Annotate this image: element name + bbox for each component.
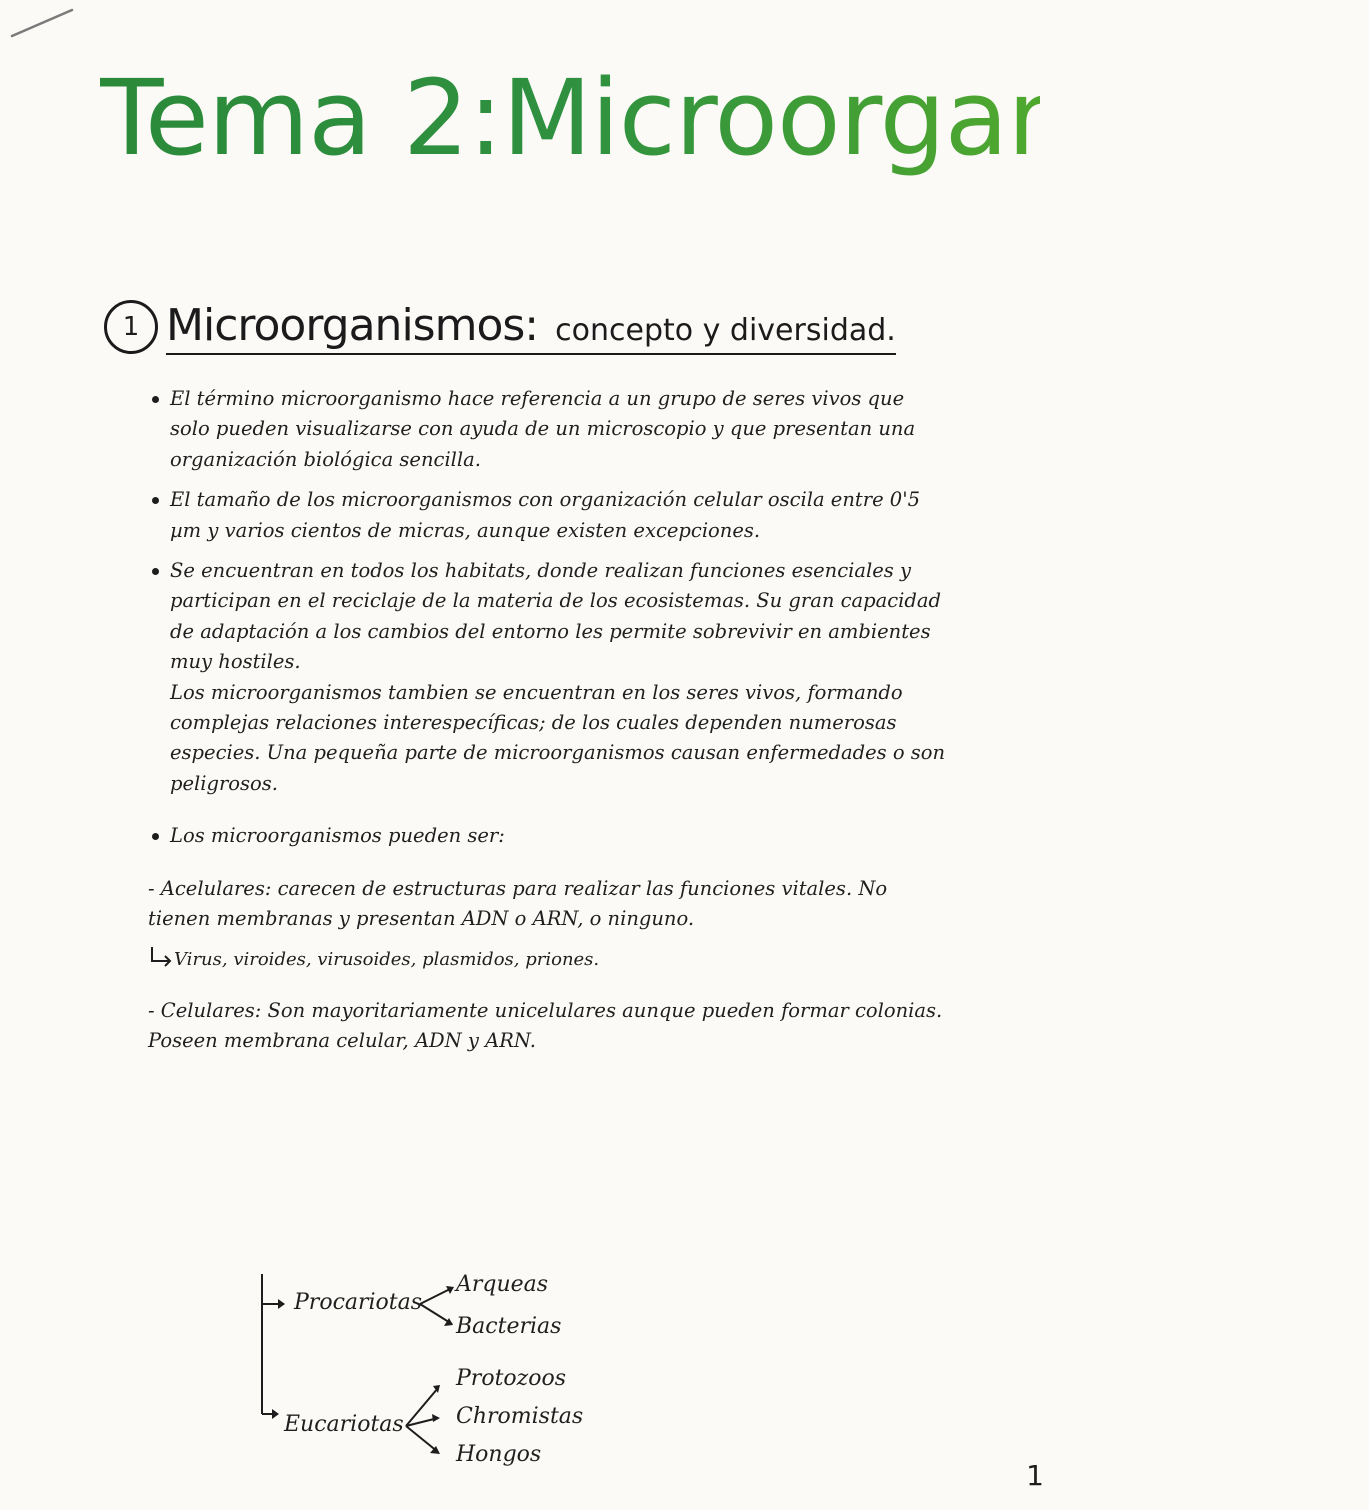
notes-body	[148, 384, 948, 1056]
bullet-definition	[148, 384, 948, 475]
bullet-dot	[152, 396, 159, 403]
section-heading	[104, 292, 896, 362]
section-title-main: Microorganismos:	[166, 299, 539, 351]
bullet-text: El tamaño de los microorganismos con organización celular oscila entre 0'5 µm y varios cientos de micras, aunque existen excepciones.	[170, 488, 920, 542]
tree-node-protozoos: Protozoos	[456, 1366, 567, 1391]
bullet-habitats	[148, 556, 948, 678]
type-celulares: - Celulares: Son mayoritariamente unicelulares aunque pueden formar colonias. Poseen membrana celular, ADN y ARN.	[148, 998, 943, 1052]
tree-node-eucariotas: Eucariotas	[284, 1412, 404, 1437]
tree-node-chromistas: Chromistas	[456, 1404, 584, 1429]
bullet-dot	[152, 497, 159, 504]
arrow-corner-icon	[148, 945, 174, 967]
type-acelulares: - Acelulares: carecen de estructuras para realizar las funciones vitales. No tienen membranas y presentan ADN o ARN, o ninguno.	[148, 876, 888, 931]
classification-tree	[248, 1264, 648, 1484]
tree-node-bacterias: Bacterias	[456, 1314, 562, 1339]
tree-node-hongos: Hongos	[456, 1442, 542, 1467]
bullet-size	[148, 485, 948, 546]
bullet-text: El término microorganismo hace referencia a un grupo de seres vivos que solo pueden visualizarse con ayuda de un microscopio y que presentan una organización biológica sencilla.	[170, 387, 916, 471]
section-title-sub: concepto y diversidad.	[555, 312, 896, 348]
bullet-text: Se encuentran en todos los habitats, donde realizan funciones esenciales y participan en el reciclaje de la materia de los ecosistemas. Su gran capacidad de adaptación a los cambios del entorno les permite sobrevivir en ambientes muy hostiles.	[170, 559, 942, 674]
page-number: 1	[1026, 1459, 1044, 1492]
section-number-badge: 1	[104, 300, 158, 354]
tree-node-procariotas: Procariotas	[294, 1290, 423, 1315]
page-title: Tema 2:Microorganismos	[100, 57, 1369, 179]
tree-node-arqueas: Arqueas	[456, 1272, 549, 1297]
acelulares-examples	[148, 945, 948, 974]
bullet-types	[148, 821, 948, 851]
pencil-mark	[10, 6, 74, 40]
bullet-dot	[152, 833, 159, 840]
bullet-dot	[152, 568, 159, 575]
section-title	[166, 300, 896, 355]
paragraph-relations: Los microorganismos tambien se encuentran en los seres vivos, formando complejas relaciones interespecíficas; de los cuales dependen numerosas especies. Una pequeña parte de microorganismos causan enfermedades o son peligrosos.	[170, 680, 946, 795]
acelulares-examples-text: Virus, viroides, virusoides, plasmidos, priones.	[174, 948, 600, 970]
bullet-text: Los microorganismos pueden ser:	[170, 824, 505, 848]
